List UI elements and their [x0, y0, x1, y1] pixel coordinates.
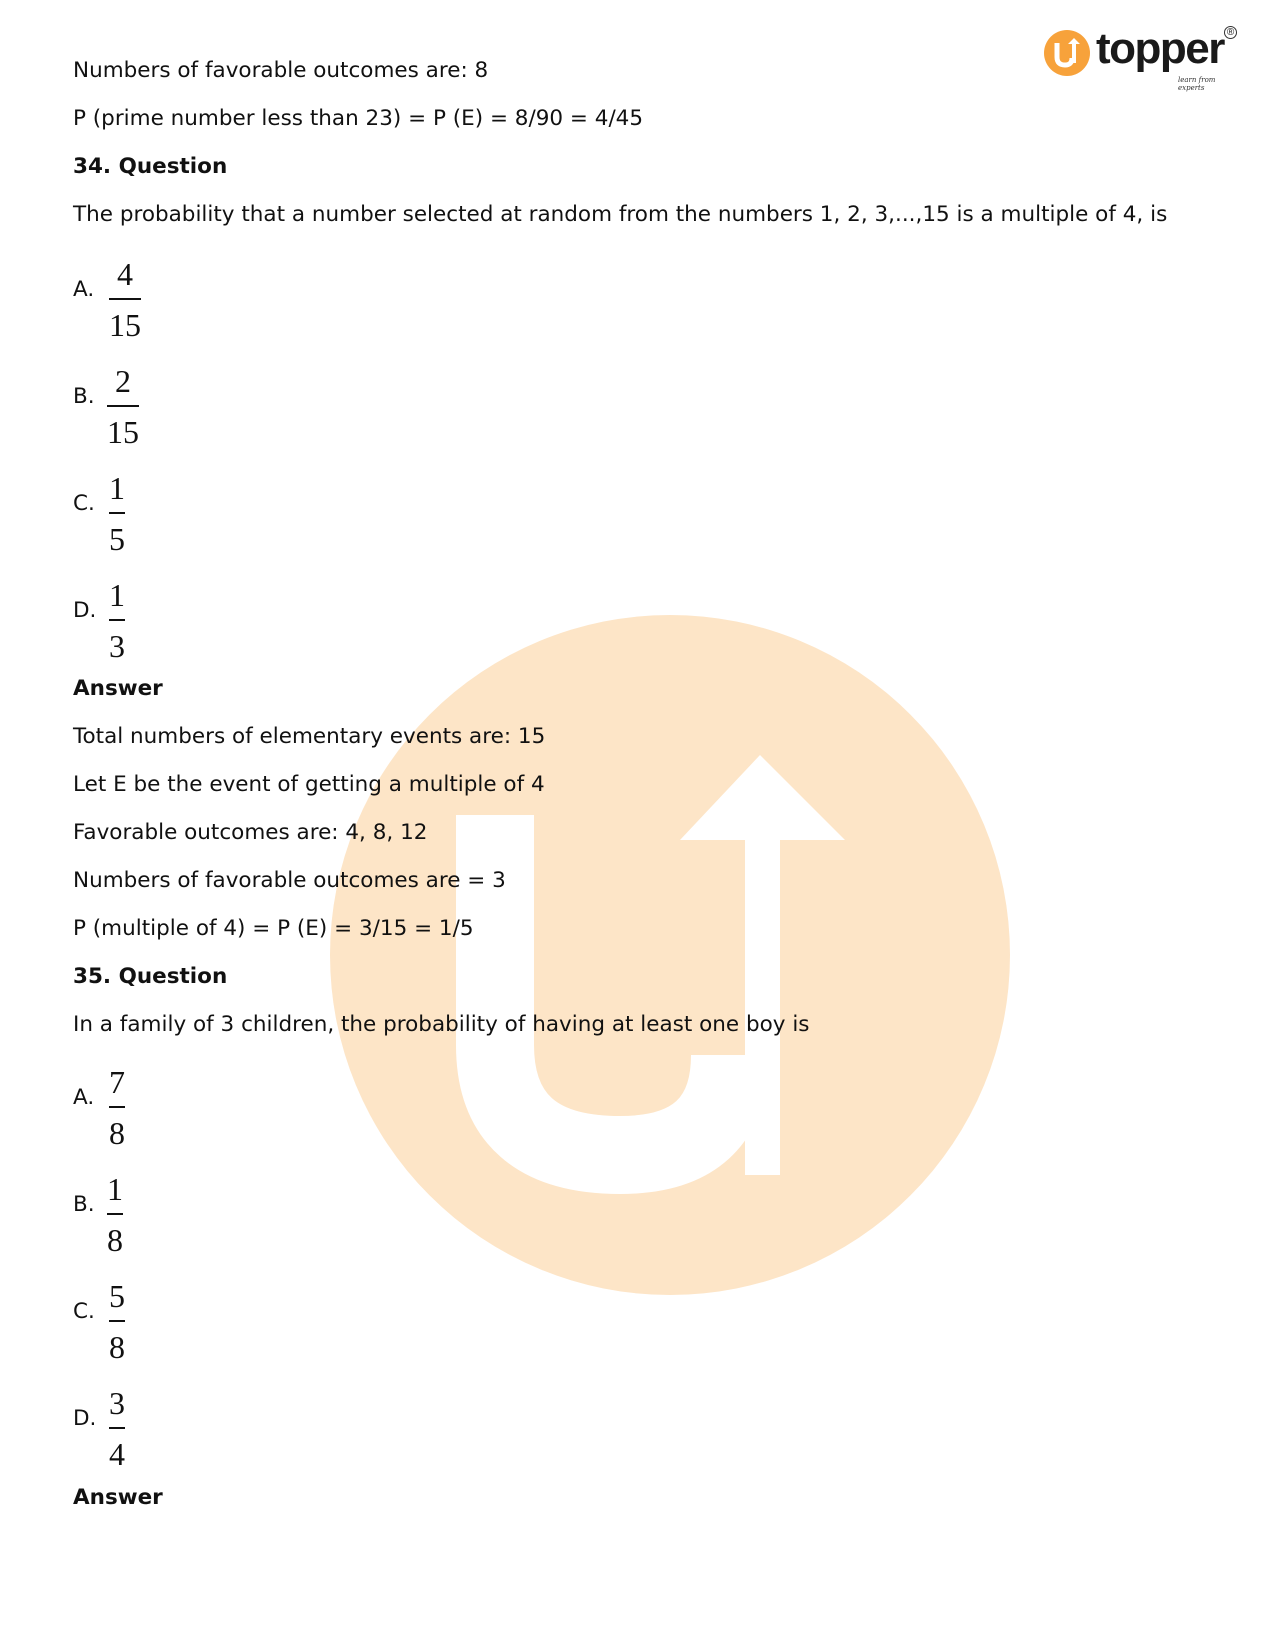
fraction [107, 362, 139, 451]
numerator: 3 [109, 1385, 125, 1421]
option-letter: C. [73, 491, 95, 516]
text-line: P (multiple of 4) = P (E) = 3/15 = 1/5 [73, 916, 474, 941]
numerator: 1 [109, 470, 125, 506]
fraction [109, 1384, 125, 1473]
option-letter: D. [73, 598, 97, 623]
fraction-bar [107, 405, 139, 407]
logo-wordmark: topper [1096, 24, 1224, 73]
text-line: P (prime number less than 23) = P (E) = 8/90 = 4/45 [73, 106, 644, 131]
option-letter: B. [73, 384, 95, 409]
fraction [109, 1277, 125, 1366]
numerator: 2 [115, 363, 131, 399]
watermark-circle [330, 615, 1010, 1295]
fraction [109, 469, 125, 558]
numerator: 1 [109, 577, 125, 613]
numerator: 1 [107, 1171, 123, 1207]
fraction-bar [109, 298, 141, 300]
denominator: 8 [109, 1328, 125, 1365]
fraction [109, 576, 125, 665]
fraction-bar [109, 512, 125, 514]
denominator: 8 [109, 1114, 125, 1151]
fraction-bar [109, 1427, 125, 1429]
fraction-bar [109, 1106, 125, 1108]
fraction-bar [109, 1320, 125, 1322]
text-line: Favorable outcomes are: 4, 8, 12 [73, 820, 428, 845]
fraction-bar [109, 619, 125, 621]
denominator: 4 [109, 1435, 125, 1472]
numerator: 5 [109, 1278, 125, 1314]
denominator: 8 [107, 1221, 123, 1258]
denominator: 5 [109, 520, 125, 557]
question-text: The probability that a number selected at random from the numbers 1, 2, 3,...,15 is a multiple of 4, is [73, 202, 1168, 227]
fraction [109, 255, 141, 344]
logo-tagline: learn from experts [1178, 76, 1216, 92]
watermark-logo [330, 615, 1010, 1295]
fraction [107, 1170, 123, 1259]
option-letter: B. [73, 1192, 95, 1217]
fraction [109, 1063, 125, 1152]
logo-badge-icon [1044, 30, 1090, 76]
option-letter: A. [73, 1085, 95, 1110]
denominator: 15 [109, 306, 141, 343]
question-heading: 34. Question [73, 154, 228, 179]
denominator: 15 [107, 413, 139, 450]
fraction-bar [107, 1213, 123, 1215]
option-letter: D. [73, 1406, 97, 1431]
numerator: 7 [109, 1064, 125, 1100]
numerator: 4 [117, 256, 133, 292]
answer-heading: Answer [73, 1485, 163, 1510]
text-line: Numbers of favorable outcomes are: 8 [73, 58, 489, 83]
answer-heading: Answer [73, 676, 163, 701]
option-letter: C. [73, 1299, 95, 1324]
registered-mark: ® [1224, 26, 1237, 39]
question-heading: 35. Question [73, 964, 228, 989]
question-text: In a family of 3 children, the probability of having at least one boy is [73, 1012, 810, 1037]
option-letter: A. [73, 277, 95, 302]
topper-logo[interactable] [1040, 24, 1240, 92]
text-line: Let E be the event of getting a multiple of 4 [73, 772, 545, 797]
text-line: Numbers of favorable outcomes are = 3 [73, 868, 506, 893]
denominator: 3 [109, 627, 125, 664]
text-line: Total numbers of elementary events are: 15 [73, 724, 546, 749]
